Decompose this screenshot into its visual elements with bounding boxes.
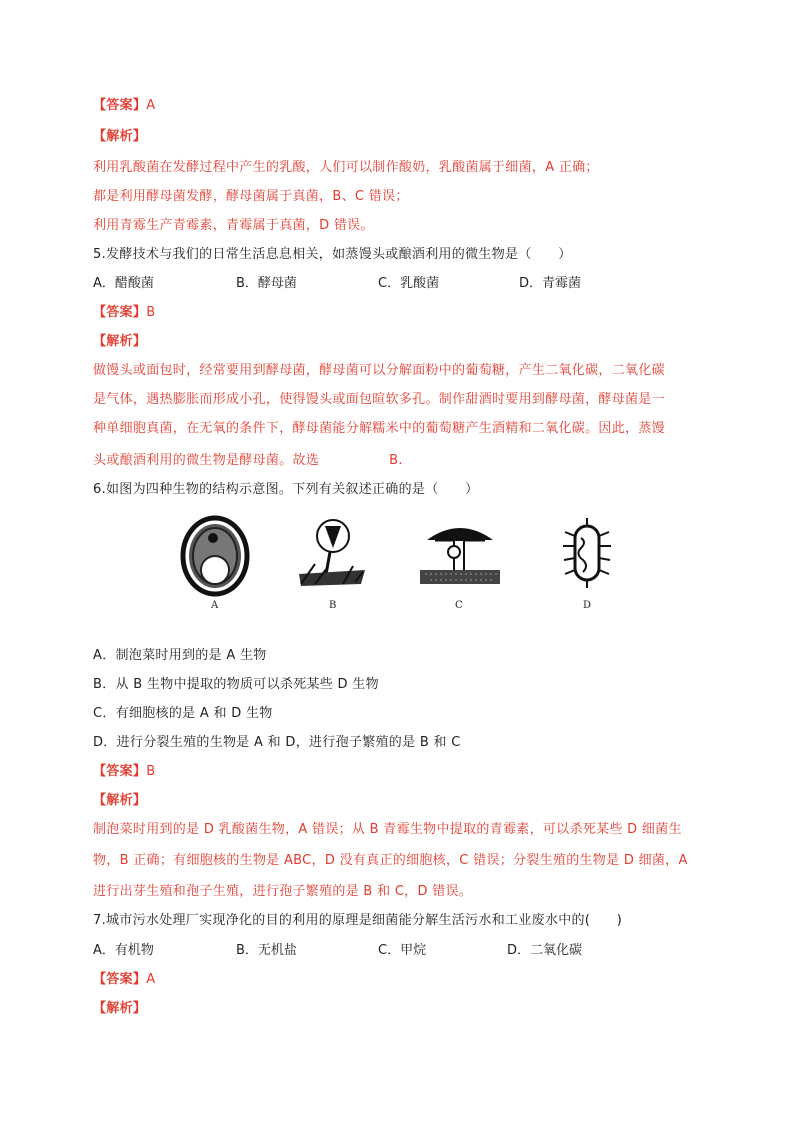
question-6: 6.如图为四种生物的结构示意图。下列有关叙述正确的是（ ） xyxy=(93,482,479,497)
organisms-illustration xyxy=(175,512,625,602)
answer-value: B xyxy=(146,305,156,320)
figure-label-a: A xyxy=(211,600,219,611)
analysis-tag: 【解析】 xyxy=(93,129,147,144)
option-b: B．从 B 生物中提取的物质可以杀死某些 D 生物 xyxy=(93,677,379,692)
analysis-line: 种单细胞真菌，在无氧的条件下，酵母菌能分解糯米中的葡萄糖产生酒精和二氧化碳。因此，蒸馒 xyxy=(93,421,665,436)
penicillium-drawing xyxy=(299,520,365,586)
option-a: A．制泡菜时用到的是 A 生物 xyxy=(93,648,267,663)
answer-line xyxy=(93,304,155,322)
analysis-line: 利用乳酸菌在发酵过程中产生的乳酸，人们可以制作酸奶，乳酸菌属于细菌，A 正确； xyxy=(93,160,599,175)
yeast-cell-drawing xyxy=(183,518,247,594)
bacterium-drawing xyxy=(563,518,611,588)
option-d: D．青霉菌 xyxy=(519,276,582,291)
figure-label-c: C xyxy=(455,600,463,611)
organism-figure xyxy=(175,512,625,617)
answer-tag: 【答案】 xyxy=(93,305,147,320)
analysis-tag: 【解析】 xyxy=(93,1001,147,1016)
option-c: C．乳酸菌 xyxy=(378,276,440,291)
answer-tag: 【答案】 xyxy=(93,972,147,987)
answer-tag: 【答案】 xyxy=(93,98,147,113)
question-7: 7.城市污水处理厂实现净化的目的利用的原理是细菌能分解生活污水和工业废水中的( ) xyxy=(93,913,623,928)
analysis-line: 都是利用酵母菌发酵，酵母菌属于真菌，B、C 错误； xyxy=(93,189,409,204)
analysis-tag: 【解析】 xyxy=(93,334,147,349)
answer-line xyxy=(93,763,155,781)
figure-label-b: B xyxy=(329,600,337,611)
option-c: C．有细胞核的是 A 和 D 生物 xyxy=(93,706,273,721)
analysis-line: 物，B 正确；有细胞核的生物是 ABC，D 没有真正的细胞核，C 错误；分裂生殖的生物是 D 细菌，A xyxy=(93,853,688,868)
option-a: A．醋酸菌 xyxy=(93,276,154,291)
analysis-tag: 【解析】 xyxy=(93,793,147,808)
analysis-line: 是气体，遇热膨胀而形成小孔，使得馒头或面包暄软多孔。制作甜酒时要用到酵母菌，酵母菌是一 xyxy=(93,392,665,407)
answer-line xyxy=(93,971,155,989)
analysis-line xyxy=(93,452,403,470)
figure-label-d: D xyxy=(583,600,592,611)
answer-value: B xyxy=(146,764,156,779)
option-b: B．酵母菌 xyxy=(236,276,297,291)
analysis-answer: B. xyxy=(389,453,403,468)
answer-value: A xyxy=(146,98,156,113)
analysis-line: 做馒头或面包时，经常要用到酵母菌，酵母菌可以分解面粉中的葡萄糖，产生二氧化碳，二氧化碳 xyxy=(93,363,665,378)
option-a: A．有机物 xyxy=(93,943,154,958)
option-b: B．无机盐 xyxy=(236,943,297,958)
analysis-line: 制泡菜时用到的是 D 乳酸菌生物，A 错误；从 B 青霉生物中提取的青霉素，可以杀死某些 D 细菌生 xyxy=(93,822,682,837)
answer-line xyxy=(93,97,155,115)
answer-value: A xyxy=(146,972,156,987)
analysis-line: 利用青霉生产青霉素，青霉属于真菌，D 错误。 xyxy=(93,218,374,233)
analysis-line: 进行出芽生殖和孢子生殖，进行孢子繁殖的是 B 和 C，D 错误。 xyxy=(93,884,473,899)
option-c: C．甲烷 xyxy=(378,943,427,958)
answer-tag: 【答案】 xyxy=(93,764,147,779)
option-d: D．进行分裂生殖的生物是 A 和 D，进行孢子繁殖的是 B 和 C xyxy=(93,735,461,750)
question-5: 5.发酵技术与我们的日常生活息息相关，如蒸馒头或酿酒利用的微生物是（ ） xyxy=(93,247,572,262)
analysis-text: 头或酿酒利用的微生物是酵母菌。故选 xyxy=(93,453,320,468)
mushroom-drawing xyxy=(420,528,500,584)
option-d: D．二氧化碳 xyxy=(507,943,583,958)
